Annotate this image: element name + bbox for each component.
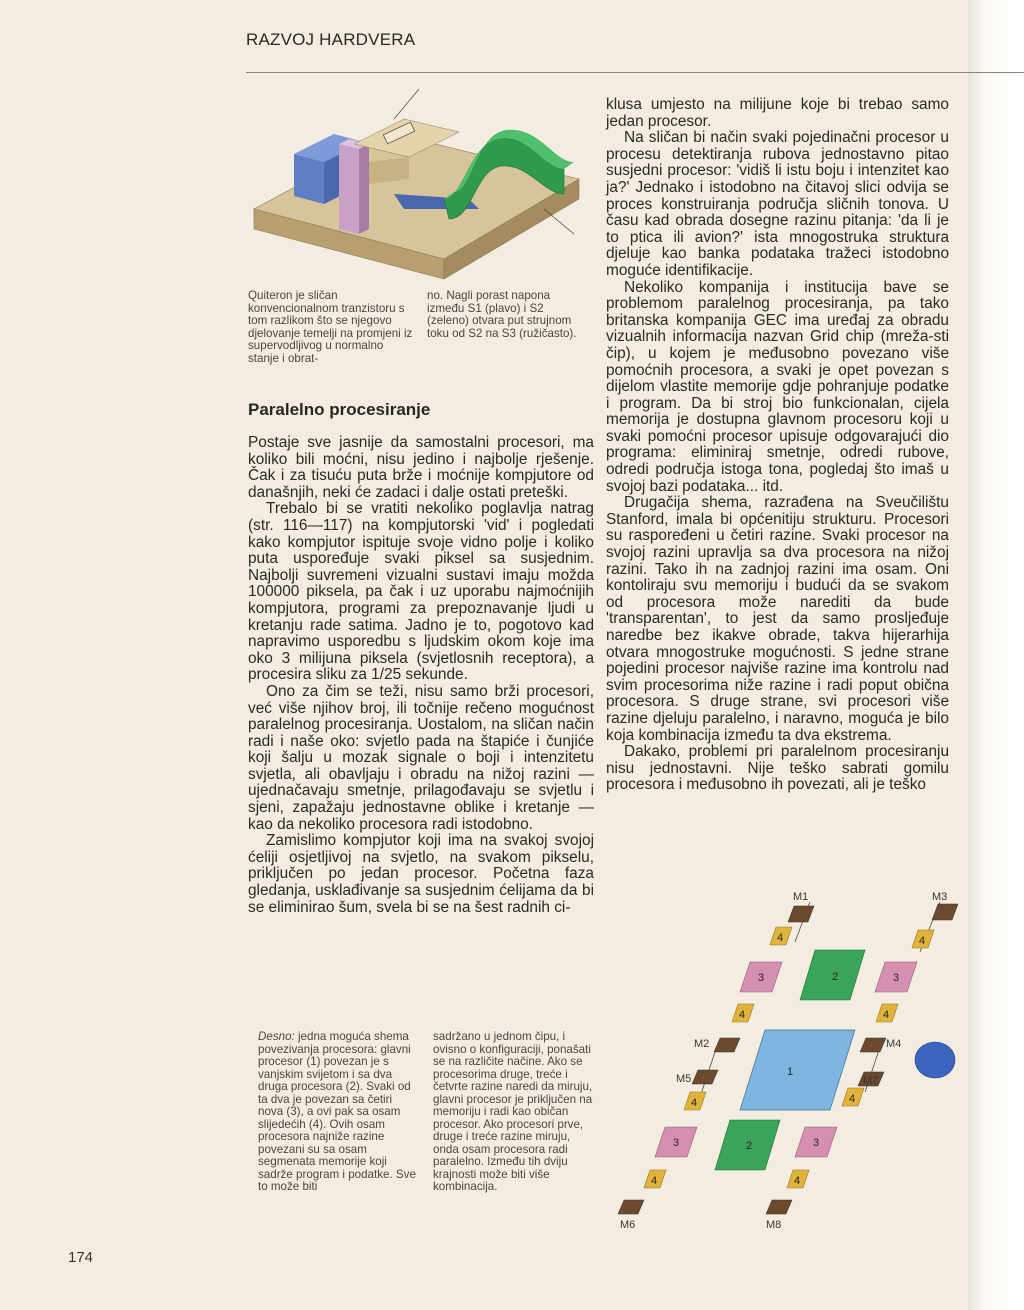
memory-label-m4: M4: [886, 1038, 902, 1050]
processor-network-diagram: [600, 882, 968, 1232]
processor-4-label: 4: [883, 1009, 890, 1021]
paragraph: Nekoliko kompanija i institucija bave se problemom paralelnog procesiranja, pa tako britanska kompanija GEC ima uređaj za obradu vizualnih informacija nazvan Grid chip (mreža-sti čip), u kojem je međusobno povezano više pomoćnih procesora, a svaki je opet povezan s dijelom vlastite memorije gdje pohranjuje podatke i program. Da bi stroj bio funkcionalan, cijela memorija je dostupna glavnom procesoru koji u svaki pomoćni procesor upisuje odgovarajući dio programa: eliminiraj smetnje, odredi rubove, odredi područja istoga tona, pogledaj što imaš u svojoj bazi podataka... itd.: [606, 278, 949, 495]
memory-label-m8: M8: [766, 1219, 782, 1231]
left-column: [248, 435, 594, 916]
processor-4-label: 4: [849, 1093, 856, 1105]
transistor-caption-part2: no. Nagli porast napona između S1 (plavo) i S2 (zeleno) otvara put strujnom toku od S2 na S3 (ružičasto).: [427, 289, 577, 340]
header-rule: [246, 72, 1024, 73]
processor-4-label: 4: [777, 932, 784, 944]
memory-segment: [692, 1070, 718, 1084]
memory-label-m6: M6: [620, 1219, 636, 1231]
memory-segment: [766, 1200, 792, 1214]
running-head: RAZVOJ HARDVERA: [246, 30, 416, 49]
processor-4-label: 4: [794, 1175, 801, 1187]
memory-label-m2: M2: [694, 1038, 710, 1050]
paragraph: Zamislimo kompjutor koji ima na svakoj svojoj ćeliji osjetljivoj na svjetlo, na svakom pikselu, priključen po jedan procesor. Početna faza gledanja, usklađivanje sa susjednim ćelijama da bi se eliminirao šum, svela bi se na šest radnih ci-: [248, 832, 594, 916]
memory-label-m3: M3: [932, 891, 948, 903]
paragraph: Drugačija shema, razrađena na Sveučilištu Stanford, imala bi općenitiju strukturu. Procesori su raspoređeni u četiri razine. Svaki procesor na svojoj razini upravlja sa dva procesora na nižoj razini. Tako ih na zadnjoj razini ima osam. Oni kontoliraju svu memoriju i budući da se svakom od procesora može narediti da bude 'transparentan', to jest da samo prosljeđuje naredbe bez ikakve obrade, takva hijerarhija otvara mnogostruke mogućnosti. S jedne strane pojedini procesor najviše razine ima kontrolu nad svim procesorima niže razine i radi poput obična procesora. S druge strane, svi procesori više razine djeluju paralelno, i naravno, moguća je bilo koja kombinacija između ta dva ekstrema.: [606, 494, 949, 744]
processor-3-label: 3: [758, 972, 765, 984]
right-column: [606, 97, 949, 794]
processor-4-label: 4: [739, 1009, 746, 1021]
paragraph: Postaje sve jasnije da samostalni procesori, ma koliko bili moćni, nisu jedino i najbolje rješenje. Čak i za tisuću puta brže i moćnije kompjutore od današnjih, neki će zadaci i dalje ostati preteški.: [248, 434, 594, 501]
quiteron-illustration: [244, 84, 594, 284]
processor-4-label: 4: [919, 935, 926, 947]
paragraph: Dakako, problemi pri paralelnom procesiranju nisu jednostavni. Nije teško sabrati gomilu procesora i međusobno ih povezati, ali je teško: [606, 743, 949, 794]
page-number: 174: [68, 1249, 94, 1266]
paragraph: Trebalo bi se vratiti nekoliko poglavlja natrag (str. 116—117) na kompjutorski 'vid' i pogledati kako kompjutor ispituje svoje vidno polje i koliko puta uspoređuje svaki piksel sa susjednim. Najbolji suvremeni vizualni sustavi imaju možda 100000 piksela, pa čak i uz uporabu najmoćnijih kompjutora, programi za prepoznavanje ljudi u kretanju rade satima. Jadno je to, pogotovo kad napravimo usporedbu s ljudskim okom koje ima oko 3 milijuna piksela (svjetlosnih receptora), a procesira sliku za 1/25 sekunde.: [248, 500, 594, 684]
memory-label-m1: M1: [793, 891, 809, 903]
memory-label-m7: M7: [863, 1075, 879, 1087]
processor-4-label: 4: [651, 1175, 658, 1187]
external-world-io: [915, 1042, 955, 1078]
page-edge: [968, 0, 1024, 1310]
network-caption-part2: sadržano u jednom čipu, i ovisno o konfiguraciji, ponašati se na različite načine. Ako se procesorima druge, treće i četvrte razine naredi da miruju, glavni procesor je priključen na memoriju i radi kao običan procesor. Ako procesori prve, druge i treće razine miruju, onda osam procesora radi paralelno. Između tih dviju krajnosti može biti više kombinacija.: [433, 1030, 593, 1193]
leader-line: [544, 209, 574, 234]
s3-pink-front: [339, 144, 359, 234]
processor-3-label: 3: [673, 1137, 680, 1149]
paragraph: klusa umjesto na milijune koje bi trebao samo jedan procesor.: [606, 96, 949, 130]
processor-2-label: 2: [746, 1140, 753, 1152]
processor-3-label: 3: [893, 972, 900, 984]
memory-segment: [860, 1038, 886, 1052]
s3-pink-side: [359, 144, 369, 234]
leader-line: [394, 89, 419, 119]
caption-text: jedna moguća shema povezivanja procesora: glavni procesor (1) povezan je s vanjskim svijetom i sa dva druga procesora (2). Svaki od ta dva je povezan sa četiri nova (3), a ovi pak sa osam slijedećih (4). Ovih osam procesora najniže razine povezani su sa osam segmenata memorije koji sadrže program i podatke. Sve to može biti: [258, 1030, 416, 1193]
memory-segment: [932, 904, 958, 920]
memory-segment: [788, 906, 814, 922]
paragraph: Ono za čim se teži, nisu samo brži procesori, već više njihov broj, ili točnije rečeno mogućnost paralelnog procesiranja. Uostalom, na sličan način radi i naše oko: svjetlo pada na štapiće i čunjiće koji šalju u mozak signale o boji i intenzitetu svjetla, ali obavljaju i obradu na nižoj razini — ujednačavaju smetnje, prilagođavaju se svjetlu i sjeni, zapažaju jednostavne oblike i kretanje — kao da nekoliko procesora radi istodobno.: [248, 682, 594, 833]
transistor-caption-part1: Quiteron je sličan konvencionalnom tranzistoru s tom razlikom što se njegovo djelovanje temelji na promjeni iz supervodljivog u normalno stanje i obrat-: [248, 289, 413, 365]
caption-lead: Desno:: [258, 1030, 295, 1043]
memory-segment: [714, 1038, 740, 1052]
processor-4-label: 4: [691, 1097, 698, 1109]
processor-1: [740, 1030, 855, 1110]
section-heading: Paralelno procesiranje: [248, 400, 431, 419]
memory-label-m5: M5: [676, 1073, 692, 1085]
processor-2-label: 2: [832, 971, 839, 983]
network-caption-part1: [258, 1031, 418, 1194]
processor-3-label: 3: [813, 1137, 820, 1149]
paragraph: Na sličan bi način svaki pojedinačni procesor u procesu detektiranja rubova jednostavno pitao susjedni procesor: 'vidiš li istu boju i intenzitet kao ja?' Jednako i istodobno na čitavoj slici odvija se proces konstruiranja područja sličnih tonova. U času kad obrada dosegne razinu pitanja: 'da li je to ptica ili avion?' ista mnogostruka struktura djeluje kao banka podataka tražeci istodobno moguće identifikacije.: [606, 129, 949, 279]
processor-1-label: 1: [787, 1066, 794, 1078]
s1-blue-front: [294, 154, 324, 204]
memory-segment: [618, 1200, 644, 1214]
